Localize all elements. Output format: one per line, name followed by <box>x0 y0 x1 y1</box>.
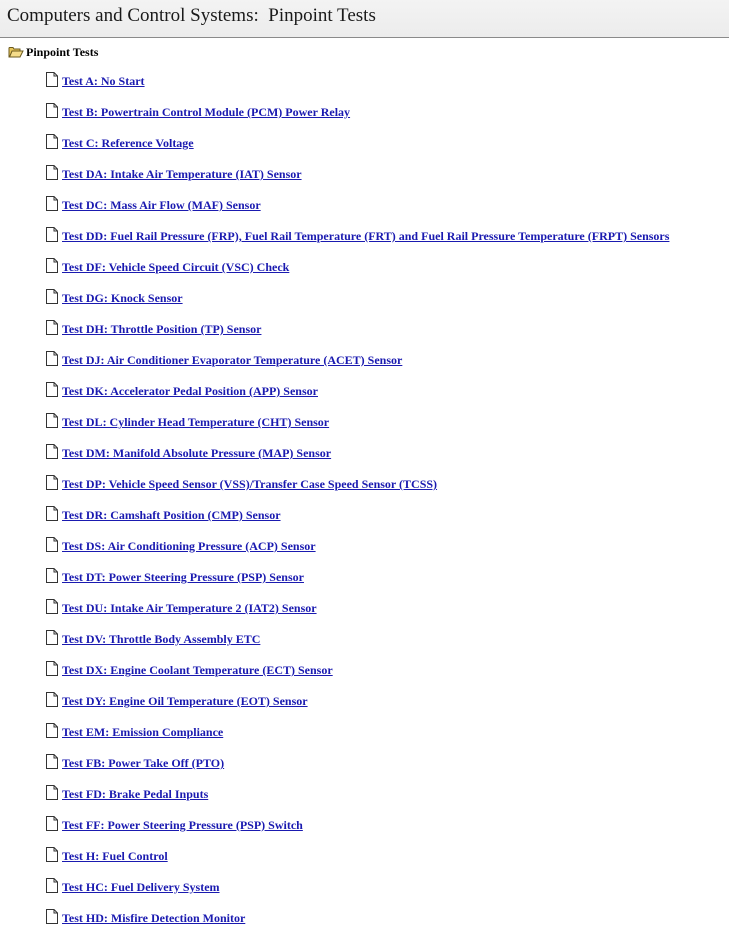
pinpoint-test-link[interactable]: Test FD: Brake Pedal Inputs <box>62 787 209 801</box>
document-icon <box>46 413 58 428</box>
pinpoint-test-link[interactable]: Test FB: Power Take Off (PTO) <box>62 756 225 770</box>
document-icon <box>46 599 58 614</box>
document-icon <box>46 72 58 87</box>
tree-root-pinpoint-tests[interactable] <box>8 43 98 61</box>
document-icon <box>46 444 58 459</box>
pinpoint-test-link[interactable]: Test DC: Mass Air Flow (MAF) Sensor <box>62 198 261 212</box>
document-icon <box>46 506 58 521</box>
document-icon <box>46 196 58 211</box>
list-item <box>46 165 669 196</box>
document-icon <box>46 351 58 366</box>
document-icon <box>46 475 58 490</box>
document-icon <box>46 568 58 583</box>
pinpoint-test-link[interactable]: Test B: Powertrain Control Module (PCM) Power Relay <box>62 105 351 119</box>
list-item <box>46 134 669 165</box>
document-icon <box>46 847 58 862</box>
list-item <box>46 506 669 537</box>
document-icon <box>46 909 58 924</box>
list-item <box>46 227 669 258</box>
document-icon <box>46 630 58 645</box>
list-item <box>46 72 669 103</box>
document-icon <box>46 537 58 552</box>
page-header <box>0 0 729 38</box>
pinpoint-test-link[interactable]: Test DU: Intake Air Temperature 2 (IAT2) Sensor <box>62 601 317 615</box>
list-item <box>46 289 669 320</box>
document-icon <box>46 227 58 242</box>
list-item <box>46 816 669 847</box>
page-title: Computers and Control Systems: Pinpoint Tests <box>7 5 376 26</box>
list-item <box>46 754 669 785</box>
pinpoint-test-link[interactable]: Test DX: Engine Coolant Temperature (ECT) Sensor <box>62 663 333 677</box>
list-item <box>46 258 669 289</box>
list-item <box>46 196 669 227</box>
pinpoint-test-link[interactable]: Test DR: Camshaft Position (CMP) Sensor <box>62 508 281 522</box>
pinpoint-test-link[interactable]: Test DJ: Air Conditioner Evaporator Temperature (ACET) Sensor <box>62 353 403 367</box>
document-icon <box>46 258 58 273</box>
list-item <box>46 537 669 568</box>
list-item <box>46 630 669 661</box>
document-icon <box>46 754 58 769</box>
open-folder-icon <box>8 45 24 59</box>
document-icon <box>46 103 58 118</box>
pinpoint-test-link[interactable]: Test DA: Intake Air Temperature (IAT) Sensor <box>62 167 302 181</box>
list-item <box>46 723 669 754</box>
list-item <box>46 444 669 475</box>
document-icon <box>46 723 58 738</box>
pinpoint-test-link[interactable]: Test DS: Air Conditioning Pressure (ACP) Sensor <box>62 539 316 553</box>
document-icon <box>46 692 58 707</box>
pinpoint-test-link[interactable]: Test HC: Fuel Delivery System <box>62 880 220 894</box>
document-icon <box>46 134 58 149</box>
pinpoint-test-link[interactable]: Test A: No Start <box>62 74 145 88</box>
pinpoint-test-link[interactable]: Test DY: Engine Oil Temperature (EOT) Sensor <box>62 694 308 708</box>
pinpoint-test-link[interactable]: Test DL: Cylinder Head Temperature (CHT) Sensor <box>62 415 330 429</box>
document-icon <box>46 289 58 304</box>
document-icon <box>46 382 58 397</box>
pinpoint-test-link[interactable]: Test FF: Power Steering Pressure (PSP) Switch <box>62 818 303 832</box>
list-item <box>46 568 669 599</box>
list-item <box>46 413 669 444</box>
list-item <box>46 692 669 723</box>
pinpoint-test-link[interactable]: Test HD: Misfire Detection Monitor <box>62 911 246 925</box>
pinpoint-test-link[interactable]: Test EM: Emission Compliance <box>62 725 224 739</box>
document-icon <box>46 878 58 893</box>
list-item <box>46 599 669 630</box>
list-item <box>46 847 669 878</box>
document-icon <box>46 320 58 335</box>
pinpoint-test-link[interactable]: Test DM: Manifold Absolute Pressure (MAP) Sensor <box>62 446 332 460</box>
pinpoint-test-list <box>46 72 669 940</box>
document-icon <box>46 816 58 831</box>
list-item <box>46 785 669 816</box>
pinpoint-test-link[interactable]: Test DV: Throttle Body Assembly ETC <box>62 632 261 646</box>
document-icon <box>46 785 58 800</box>
tree-root-label: Pinpoint Tests <box>26 44 99 59</box>
document-icon <box>46 661 58 676</box>
list-item <box>46 909 669 940</box>
list-item <box>46 103 669 134</box>
pinpoint-test-link[interactable]: Test DG: Knock Sensor <box>62 291 183 305</box>
list-item <box>46 475 669 506</box>
list-item <box>46 320 669 351</box>
list-item <box>46 661 669 692</box>
document-icon <box>46 165 58 180</box>
pinpoint-test-link[interactable]: Test DT: Power Steering Pressure (PSP) Sensor <box>62 570 304 584</box>
list-item <box>46 878 669 909</box>
pinpoint-test-link[interactable]: Test DP: Vehicle Speed Sensor (VSS)/Transfer Case Speed Sensor (TCSS) <box>62 477 438 491</box>
list-item <box>46 382 669 413</box>
pinpoint-test-link[interactable]: Test DD: Fuel Rail Pressure (FRP), Fuel Rail Temperature (FRT) and Fuel Rail Pressure Temperature (FRPT) Sensors <box>62 229 670 243</box>
pinpoint-test-link[interactable]: Test DF: Vehicle Speed Circuit (VSC) Check <box>62 260 290 274</box>
pinpoint-test-link[interactable]: Test H: Fuel Control <box>62 849 168 863</box>
pinpoint-test-link[interactable]: Test DK: Accelerator Pedal Position (APP) Sensor <box>62 384 318 398</box>
pinpoint-test-link[interactable]: Test C: Reference Voltage <box>62 136 194 150</box>
pinpoint-test-link[interactable]: Test DH: Throttle Position (TP) Sensor <box>62 322 262 336</box>
list-item <box>46 351 669 382</box>
